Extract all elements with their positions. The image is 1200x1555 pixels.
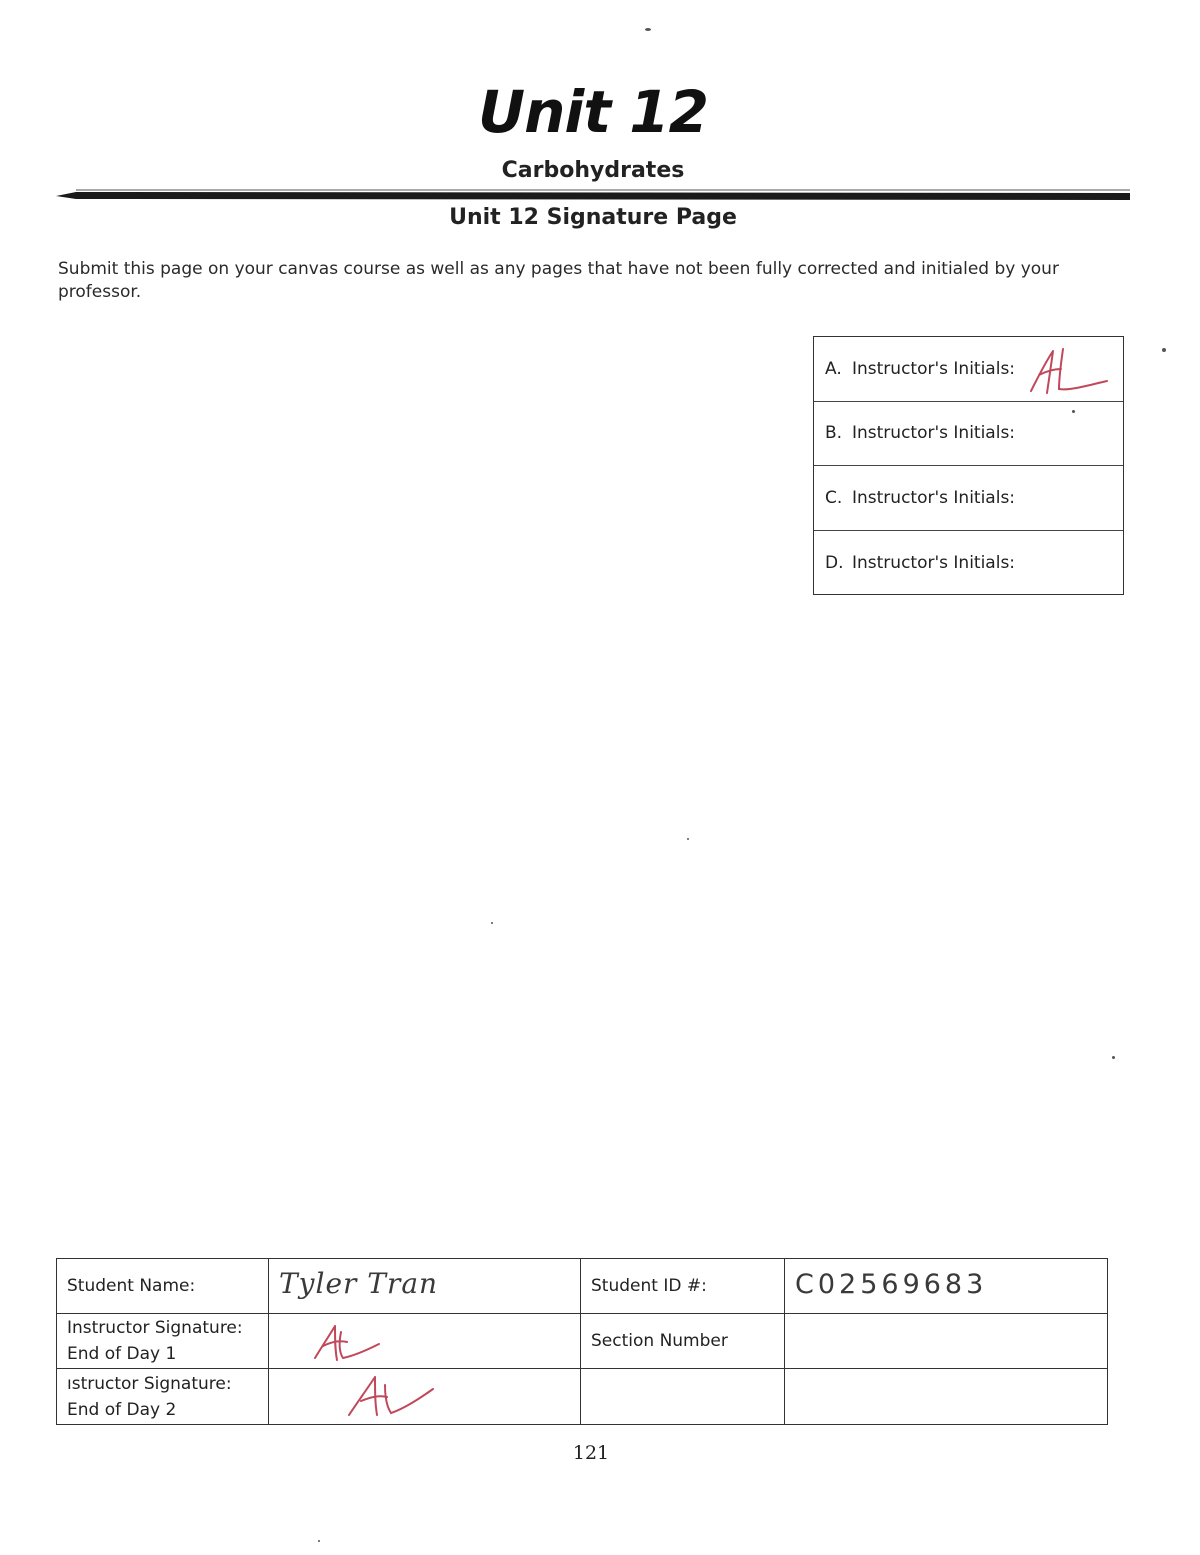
initials-row-label: Instructor's Initials: xyxy=(852,487,1016,508)
scan-speck xyxy=(1072,410,1075,413)
instructor-initials-mark xyxy=(1019,341,1114,408)
signature-label-line: Instructor Signature: xyxy=(67,1318,243,1338)
page-number: 121 xyxy=(572,1442,610,1464)
unit-subtitle: Carbohydrates xyxy=(501,158,685,183)
scan-speck xyxy=(645,28,651,31)
table-row xyxy=(57,1369,1108,1425)
table-row xyxy=(57,1314,1108,1369)
initials-row-letter: D. xyxy=(825,552,844,573)
section-number-label: Section Number xyxy=(581,1314,785,1369)
scan-speck xyxy=(491,922,493,924)
instructions-text: Submit this page on your canvas course as well as any pages that have not been fully corrected and initialed by your professor. xyxy=(58,259,1059,302)
empty-cell xyxy=(785,1369,1108,1425)
initials-row-letter: B. xyxy=(825,423,843,444)
initials-row-label: Instructor's Initials: xyxy=(852,358,1016,379)
scan-speck xyxy=(318,1540,320,1542)
section-number-value xyxy=(785,1314,1108,1369)
student-name-label: Student Name: xyxy=(57,1259,269,1314)
initials-row-c xyxy=(814,466,1123,531)
initials-row-label: Instructor's Initials: xyxy=(852,423,1016,444)
scan-speck xyxy=(1162,348,1166,352)
student-name-handwriting: Tyler Tran xyxy=(279,1267,439,1300)
instructor-initials-box xyxy=(813,336,1124,595)
signature-page-title: Unit 12 Signature Page xyxy=(449,205,737,230)
instructor-signature-day1-cell xyxy=(269,1314,581,1369)
initials-row-letter: A. xyxy=(825,358,842,379)
student-id-label: Student ID #: xyxy=(581,1259,785,1314)
student-info-table xyxy=(56,1258,1108,1425)
table-row xyxy=(57,1259,1108,1314)
instructor-signature-day1-mark xyxy=(309,1320,399,1364)
student-name-value xyxy=(269,1259,581,1314)
signature-label-line: End of Day 1 xyxy=(67,1344,177,1364)
initials-row-a xyxy=(814,337,1123,402)
unit-title: Unit 12 xyxy=(478,78,708,146)
student-id-value xyxy=(785,1259,1108,1314)
scan-speck xyxy=(687,838,689,840)
instructor-signature-day1-label xyxy=(57,1314,269,1369)
signature-label-line: End of Day 2 xyxy=(67,1399,177,1420)
initials-row-label: Instructor's Initials: xyxy=(852,552,1016,573)
initials-row-letter: C. xyxy=(825,487,843,508)
empty-cell xyxy=(581,1369,785,1425)
instructor-signature-day2-mark xyxy=(345,1371,445,1421)
student-id-handwriting: C02569683 xyxy=(795,1268,988,1300)
instructor-signature-day2-label xyxy=(57,1369,269,1425)
instructor-signature-day2-cell xyxy=(269,1369,581,1425)
signature-label-line: ıstructor Signature: xyxy=(67,1373,232,1394)
scan-speck xyxy=(1112,1056,1115,1059)
initials-row-d xyxy=(814,531,1123,596)
initials-row-b xyxy=(814,402,1123,467)
